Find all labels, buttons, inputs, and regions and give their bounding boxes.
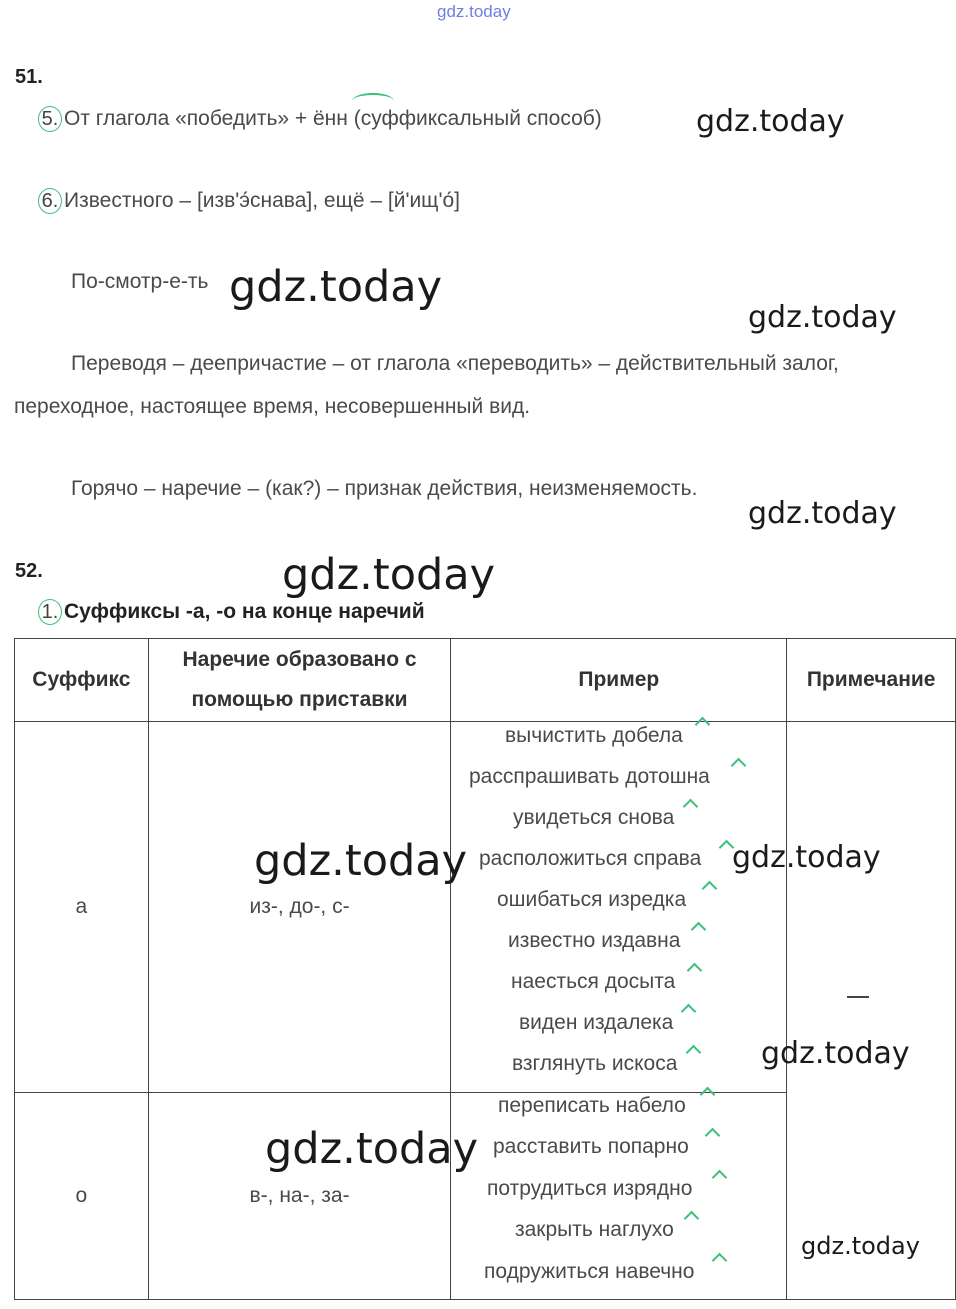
note-cell <box>787 722 956 1300</box>
item-5-marker: 5. <box>38 106 62 132</box>
exercise-51-number: 51. <box>15 66 43 88</box>
example-item: расположиться справа <box>479 847 702 870</box>
table-header-row <box>15 639 956 722</box>
example-item: вычистить добела <box>505 724 683 747</box>
watermark-8: gdz.today <box>761 1036 910 1071</box>
prefix-cell: из-, до-, с- <box>148 722 451 1093</box>
watermark-6: gdz.today <box>254 836 468 886</box>
example-item: наесться досыта <box>511 970 676 993</box>
example-item: увидеться снова <box>513 806 675 829</box>
header-example: Пример <box>451 639 787 722</box>
example-item: виден издалека <box>519 1011 674 1034</box>
example-item: потрудиться изрядно <box>487 1177 693 1200</box>
item-5 <box>38 106 602 132</box>
morpheme-split: По-смотр-е-ть <box>71 270 209 293</box>
item-6-marker: 6. <box>38 188 62 214</box>
watermark-7: gdz.today <box>732 840 881 875</box>
item-1-marker: 1. <box>38 599 62 625</box>
exercise-52-heading <box>38 599 425 625</box>
watermark-9: gdz.today <box>265 1124 479 1174</box>
example-item: переписать набело <box>498 1094 686 1117</box>
watermark-1: gdz.today <box>696 104 845 139</box>
paragraph-1-line-2: переходное, настоящее время, несовершенный вид. <box>14 395 531 418</box>
watermark-5: gdz.today <box>282 550 496 600</box>
exercise-52-number: 52. <box>15 560 43 582</box>
suffix-cell: а <box>15 722 149 1093</box>
example-item: расспрашивать дотошна <box>469 765 710 788</box>
example-item: ошибаться изредка <box>497 888 687 911</box>
root-arc-mark <box>352 93 394 109</box>
top-watermark: gdz.today <box>437 2 511 21</box>
example-item: взглянуть искоса <box>512 1052 678 1075</box>
example-item: закрыть наглухо <box>515 1218 674 1241</box>
watermark-3: gdz.today <box>748 300 897 335</box>
paragraph-2: Горячо – наречие – (как?) – признак действия, неизменяемость. <box>71 477 698 500</box>
item-6 <box>38 188 460 214</box>
item-6-text: Известного – [изв'э́снава], ещё – [й'ищ'о́] <box>64 189 460 212</box>
paragraph-1-line-1: Переводя – деепричастие – от глагола «переводить» – действительный залог, <box>71 352 839 375</box>
heading-text: Суффиксы -а, -о на конце наречий <box>64 600 425 623</box>
watermark-2: gdz.today <box>229 262 443 312</box>
header-note: Примечание <box>787 639 956 722</box>
suffix-cell: о <box>15 1093 149 1300</box>
example-item: расставить попарно <box>493 1135 689 1158</box>
note-dash <box>847 996 869 998</box>
watermark-4: gdz.today <box>748 496 897 531</box>
item-5-text: От глагола «победить» + ённ (суффиксальный способ) <box>64 107 602 130</box>
example-item: известно издавна <box>508 929 681 952</box>
prefix-cell: в-, на-, за- <box>148 1093 451 1300</box>
example-item: подружиться навечно <box>484 1260 695 1283</box>
header-prefix: Наречие образовано с помощью приставки <box>148 639 451 722</box>
suffix-table <box>14 638 956 1300</box>
header-suffix: Суффикс <box>15 639 149 722</box>
watermark-10: gdz.today <box>801 1232 920 1260</box>
